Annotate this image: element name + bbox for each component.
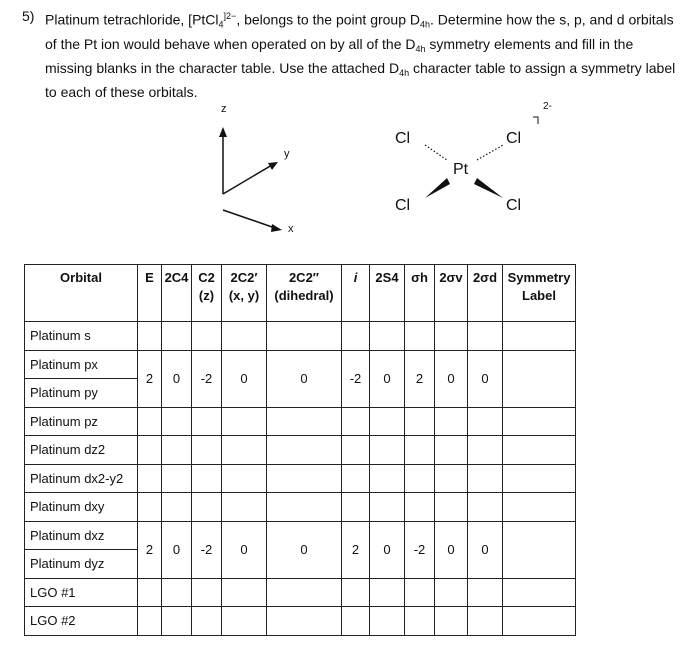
header-e: E (138, 265, 162, 322)
y-axis-label: y (284, 148, 290, 160)
character-cell[interactable] (405, 578, 435, 607)
character-cell[interactable] (370, 493, 405, 522)
character-cell[interactable] (267, 607, 342, 636)
question-number: 5) (22, 8, 35, 24)
cl-bottom-right: Cl (506, 197, 522, 214)
character-cell: -2 (192, 350, 222, 407)
character-cell[interactable] (267, 407, 342, 436)
header-c2-double-prime (267, 265, 342, 322)
character-cell[interactable] (192, 464, 222, 493)
character-cell[interactable] (138, 436, 162, 465)
orbital-name: Platinum py (25, 379, 138, 408)
character-cell[interactable] (405, 322, 435, 351)
character-cell[interactable] (138, 607, 162, 636)
symmetry-label-cell[interactable] (503, 578, 576, 607)
character-cell[interactable] (370, 322, 405, 351)
character-cell[interactable] (370, 464, 405, 493)
character-cell: 0 (435, 350, 468, 407)
symmetry-label-cell[interactable] (503, 464, 576, 493)
header-sigma-h: σh (405, 265, 435, 322)
header-symmetry-label: Symmetry Label (503, 265, 576, 322)
character-cell[interactable] (162, 407, 192, 436)
header-c2-label: C2 (198, 270, 215, 285)
character-cell[interactable] (435, 407, 468, 436)
character-cell: 0 (435, 521, 468, 578)
question-text-5: character table to assign a symmetry label to each of these orbitals. (45, 59, 676, 100)
character-cell[interactable] (222, 578, 267, 607)
character-cell: 0 (267, 350, 342, 407)
character-cell[interactable] (435, 607, 468, 636)
coordinate-axes (190, 95, 320, 245)
character-cell[interactable] (342, 493, 370, 522)
character-cell: 0 (162, 521, 192, 578)
character-cell: -2 (342, 350, 370, 407)
character-cell[interactable] (222, 436, 267, 465)
table-row (25, 464, 576, 493)
character-cell[interactable] (370, 607, 405, 636)
character-cell[interactable] (468, 464, 503, 493)
character-cell: 2 (405, 350, 435, 407)
orbital-name: LGO #1 (25, 578, 138, 607)
character-cell[interactable] (468, 407, 503, 436)
orbital-name: Platinum dx2-y2 (25, 464, 138, 493)
character-cell[interactable] (435, 493, 468, 522)
character-cell[interactable] (267, 493, 342, 522)
character-cell[interactable] (162, 578, 192, 607)
question-text-4-sub: 4h (399, 67, 410, 78)
character-cell[interactable] (370, 436, 405, 465)
header-c2pp-label: 2C2″ (288, 270, 320, 285)
table-row (25, 436, 576, 465)
question-text-4: symmetry elements and fill in the missing blanks in the character table. Use the attached D (45, 35, 634, 76)
character-cell[interactable] (162, 436, 192, 465)
orbital-name: Platinum dyz (25, 550, 138, 579)
symmetry-label-cell[interactable] (503, 436, 576, 465)
orbital-name: Platinum pz (25, 407, 138, 436)
cl-top-left: Cl (395, 130, 411, 147)
character-cell[interactable] (370, 407, 405, 436)
character-cell[interactable] (405, 464, 435, 493)
header-s4: 2S4 (370, 265, 405, 322)
character-cell[interactable] (435, 436, 468, 465)
character-cell[interactable] (162, 322, 192, 351)
character-cell[interactable] (222, 407, 267, 436)
character-cell[interactable] (267, 578, 342, 607)
symmetry-label-cell[interactable] (503, 350, 576, 407)
character-cell[interactable] (435, 578, 468, 607)
character-cell[interactable] (192, 407, 222, 436)
character-cell[interactable] (370, 578, 405, 607)
header-c2-sub: (z) (198, 288, 215, 303)
table-row (25, 322, 576, 351)
table-row (25, 350, 576, 379)
orbital-name: Platinum s (25, 322, 138, 351)
symmetry-label-cell[interactable] (503, 607, 576, 636)
orbital-name: Platinum dxz (25, 521, 138, 550)
character-cell: 2 (342, 521, 370, 578)
character-cell[interactable] (138, 322, 162, 351)
header-c4: 2C4 (162, 265, 192, 322)
orbital-name: LGO #2 (25, 607, 138, 636)
character-cell[interactable] (138, 407, 162, 436)
character-cell[interactable] (405, 436, 435, 465)
character-cell[interactable] (222, 464, 267, 493)
pt-center: Pt (453, 161, 469, 178)
table-row (25, 407, 576, 436)
character-cell: 0 (222, 350, 267, 407)
axes-drawing (190, 95, 320, 245)
symmetry-label-cell[interactable] (503, 521, 576, 578)
character-cell[interactable] (267, 322, 342, 351)
character-cell[interactable] (222, 493, 267, 522)
character-cell[interactable] (162, 493, 192, 522)
header-sigma-d: 2σd (468, 265, 503, 322)
table-row (25, 607, 576, 636)
character-cell[interactable] (342, 436, 370, 465)
character-cell[interactable] (342, 578, 370, 607)
question-text-1: Platinum tetrachloride, [PtCl (45, 11, 219, 28)
orbital-name: Platinum px (25, 350, 138, 379)
character-cell: -2 (405, 521, 435, 578)
character-cell[interactable] (192, 436, 222, 465)
header-i: i (342, 265, 370, 322)
character-cell[interactable] (342, 407, 370, 436)
character-cell[interactable] (138, 464, 162, 493)
symmetry-label-cell[interactable] (503, 322, 576, 351)
orbital-name: Platinum dxy (25, 493, 138, 522)
header-c2-prime (222, 265, 267, 322)
header-c2p-label: 2C2′ (230, 270, 258, 285)
table-row (25, 493, 576, 522)
question-text-1-sub: 4 (218, 19, 224, 30)
character-cell[interactable] (192, 578, 222, 607)
character-cell: 0 (162, 350, 192, 407)
character-cell[interactable] (138, 578, 162, 607)
character-cell[interactable] (468, 322, 503, 351)
character-cell[interactable] (138, 493, 162, 522)
question-text-3-sub: 4h (415, 43, 426, 54)
character-cell: 0 (222, 521, 267, 578)
table-body (25, 322, 576, 636)
header-c2 (192, 265, 222, 322)
ptcl4-structure (385, 98, 585, 228)
header-orbital: Orbital (25, 265, 138, 322)
character-cell: -2 (192, 521, 222, 578)
question-text-3: . Determine how the s, p, and d orbitals of the Pt ion would behave when operated on by all of the D (45, 11, 674, 52)
character-cell[interactable] (192, 322, 222, 351)
table-row (25, 521, 576, 550)
character-cell[interactable] (342, 607, 370, 636)
character-cell[interactable] (267, 464, 342, 493)
character-cell[interactable] (405, 493, 435, 522)
header-row (25, 265, 576, 322)
header-c2pp-sub: (dihedral) (274, 288, 334, 303)
character-cell[interactable] (192, 607, 222, 636)
question-text-2: , belongs to the point group D (236, 11, 420, 28)
character-cell: 0 (370, 350, 405, 407)
character-cell[interactable] (342, 464, 370, 493)
character-cell[interactable] (192, 493, 222, 522)
cl-bottom-left: Cl (395, 197, 411, 214)
character-cell: 0 (267, 521, 342, 578)
character-cell[interactable] (435, 464, 468, 493)
character-cell: 0 (370, 521, 405, 578)
character-table (24, 264, 576, 636)
character-cell[interactable] (222, 322, 267, 351)
character-cell[interactable] (162, 464, 192, 493)
character-cell[interactable] (468, 436, 503, 465)
cl-top-right: Cl (506, 130, 522, 147)
character-cell[interactable] (405, 407, 435, 436)
character-cell: 2 (138, 521, 162, 578)
character-cell[interactable] (468, 493, 503, 522)
character-cell: 0 (468, 521, 503, 578)
ptcl4-bonds (385, 98, 585, 228)
character-cell: 2 (138, 350, 162, 407)
symmetry-label-cell[interactable] (503, 493, 576, 522)
orbital-name: Platinum dz2 (25, 436, 138, 465)
question-text-2-sub: 4h (420, 19, 431, 30)
character-cell[interactable] (435, 322, 468, 351)
character-cell[interactable] (468, 607, 503, 636)
character-cell[interactable] (267, 436, 342, 465)
character-cell[interactable] (468, 578, 503, 607)
x-axis-label: x (288, 223, 294, 235)
z-axis-label: z (221, 103, 227, 115)
character-cell[interactable] (405, 607, 435, 636)
character-cell: 0 (468, 350, 503, 407)
table-row (25, 578, 576, 607)
header-c2p-sub: (x, y) (228, 288, 260, 303)
question-body (45, 7, 682, 102)
symmetry-label-cell[interactable] (503, 407, 576, 436)
character-cell[interactable] (222, 607, 267, 636)
header-sigma-v: 2σv (435, 265, 468, 322)
character-cell[interactable] (162, 607, 192, 636)
character-cell[interactable] (342, 322, 370, 351)
charge-label: 2- (543, 101, 552, 112)
question-text-1-sup: ]2− (223, 11, 237, 21)
